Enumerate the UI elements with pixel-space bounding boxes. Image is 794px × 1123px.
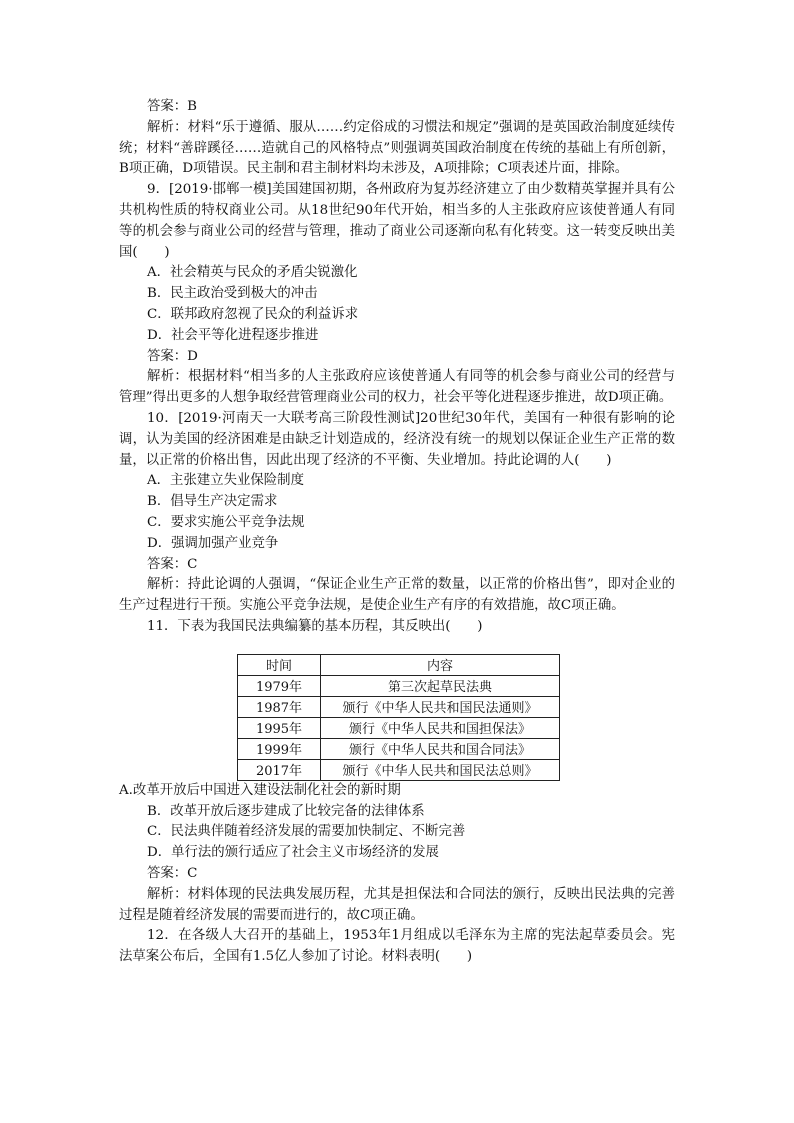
q8-answer: 答案：B bbox=[147, 99, 198, 114]
q11-answer: 答案：C bbox=[147, 865, 198, 881]
q11-option-c: C．民法典伴随着经济发展的需要加快制定、不断完善 bbox=[147, 824, 466, 840]
table-cell-year: 1995年 bbox=[238, 717, 321, 738]
q12-stem: 12．在各级人大召开的基础上，1953年1月组成以毛泽东为主席的宪法起草委员会。宪法草案公布后，全国有1.5亿人参加了讨论。材料表明( ) bbox=[119, 928, 675, 965]
table-header-row bbox=[238, 654, 560, 675]
q9-answer: 答案：D bbox=[147, 348, 198, 364]
q9-option-d: D．社会平等化进程逐步推进 bbox=[147, 327, 319, 343]
table-row bbox=[238, 675, 560, 696]
q11-option-b: B．改革开放后逐步建成了比较完备的法律体系 bbox=[147, 803, 425, 819]
q10-option-d: D．强调加强产业竞争 bbox=[147, 535, 279, 551]
table-cell-year: 1987年 bbox=[238, 696, 321, 717]
table-cell-event: 颁行《中华人民共和国民法通则》 bbox=[321, 696, 560, 717]
question-content bbox=[119, 97, 675, 968]
q10-analysis: 解析：持此论调的人强调，“保证企业生产正常的数量，以正常的价格出售”，即对企业的生产过程进行干预。实施公平竞争法规，是使企业生产有序的有效措施，故C项正确。 bbox=[119, 577, 675, 614]
table-cell-year: 2017年 bbox=[238, 759, 321, 780]
q10-option-a: A．主张建立失业保险制度 bbox=[147, 473, 304, 489]
civil-code-table-wrapper bbox=[237, 654, 675, 781]
table-row bbox=[238, 759, 560, 780]
q11-stem: 11．下表为我国民法典编纂的基本历程，其反映出( ) bbox=[147, 618, 483, 634]
table-cell-year: 1999年 bbox=[238, 738, 321, 759]
q9-option-a: A．社会精英与民众的矛盾尖锐激化 bbox=[147, 265, 358, 281]
q9-stem: 9．[2019·邯郸一模]美国建国初期，各州政府为复苏经济建立了由少数精英掌握并具有公共机构性质的特权商业公司。从18世纪90年代开始，相当多的人主张政府应该使普通人有同等的机会参与商业公司的经营与管理，推动了商业公司逐渐向私有化转变。这一转变反映出美国( ) bbox=[119, 182, 675, 260]
q11-option-d: D．单行法的颁行适应了社会主义市场经济的发展 bbox=[147, 845, 439, 861]
q10-option-b: B．倡导生产决定需求 bbox=[147, 494, 278, 510]
table-cell-event: 颁行《中华人民共和国民法总则》 bbox=[321, 759, 560, 780]
q9-option-b: B．民主政治受到极大的冲击 bbox=[147, 286, 318, 302]
table-header-time: 时间 bbox=[238, 654, 321, 675]
q10-option-c: C．要求实施公平竞争法规 bbox=[147, 514, 305, 530]
table-row bbox=[238, 696, 560, 717]
table-header-content: 内容 bbox=[321, 654, 560, 675]
civil-code-history-table bbox=[237, 654, 560, 781]
table-cell-event: 颁行《中华人民共和国担保法》 bbox=[321, 717, 560, 738]
q9-option-c: C．联邦政府忽视了民众的利益诉求 bbox=[147, 306, 359, 322]
table-cell-event: 第三次起草民法典 bbox=[321, 675, 560, 696]
table-row bbox=[238, 717, 560, 738]
table-cell-event: 颁行《中华人民共和国合同法》 bbox=[321, 738, 560, 759]
q10-answer: 答案：C bbox=[147, 556, 198, 572]
q9-analysis: 解析：根据材料“相当多的人主张政府应该使普通人有同等的机会参与商业公司的经营与管理”得出更多的人想争取经营管理商业公司的权力，社会平等化进程逐步推进，故D项正确。 bbox=[119, 369, 675, 406]
q11-option-a: A.改革开放后中国进入建设法制化社会的新时期 bbox=[119, 782, 401, 798]
q10-stem: 10．[2019·河南天一大联考高三阶段性测试]20世纪30年代，美国有一种很有影响的论调，认为美国的经济困难是由缺乏计划造成的，经济没有统一的规划以保证企业生产正常的数量，以正常的价格出售，因此出现了经济的不平衡、失业增加。持此论调的人( ) bbox=[119, 410, 675, 468]
q11-analysis: 解析：材料体现的民法典发展历程，尤其是担保法和合同法的颁行，反映出民法典的完善过程是随着经济发展的需要而进行的，故C项正确。 bbox=[119, 886, 675, 923]
table-row bbox=[238, 738, 560, 759]
table-cell-year: 1979年 bbox=[238, 675, 321, 696]
q8-analysis: 解析：材料“乐于遵循、服从……约定俗成的习惯法和规定”强调的是英国政治制度延续传统；材料“善辟蹊径……造就自己的风格特点”则强调英国政治制度在传统的基础上有所创新，B项正确，D项错误。民主制和君主制材料均未涉及，A项排除；C项表述片面，排除。 bbox=[119, 119, 675, 177]
